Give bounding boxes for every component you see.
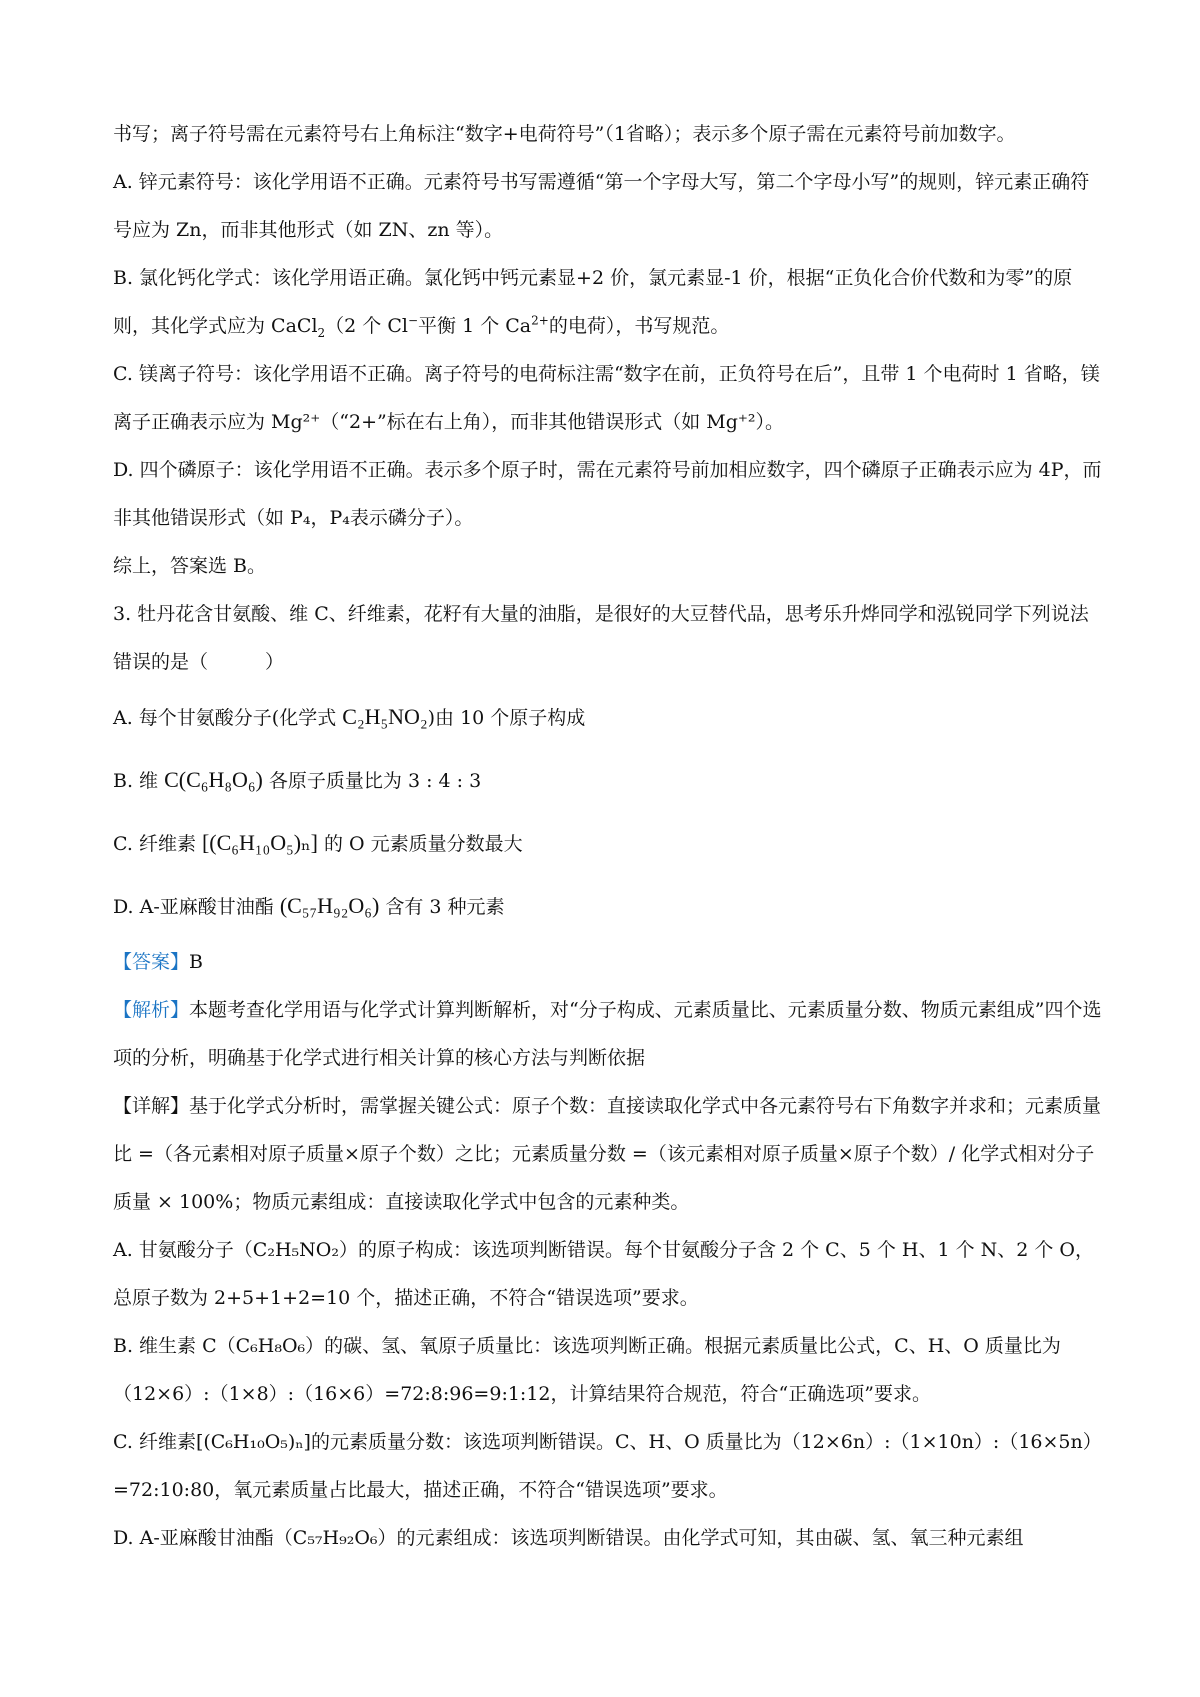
paragraph-conclusion: 综上，答案选 B。 — [113, 555, 267, 577]
formula-glycine: C₂H₅NO₂ — [342, 704, 428, 729]
explain-option-c: C. 纤维素[(C₆H₁₀O₅)ₙ]的元素质量分数：该选项判断错误。C、H、O 质量比为（12×6n）:（1×10n）:（16×5n）=72:10:80，氧元素质量占比最大，描述正确，不符合“错误选项”要求。 — [113, 1431, 1102, 1501]
paragraph-option-a: A. 锌元素符号：该化学用语不正确。元素符号书写需遵循“第一个字母大写，第二个字母小写”的规则，锌元素正确符号应为 Zn，而非其他形式（如 ZN、zn 等）。 — [113, 171, 1090, 241]
question-3-stem: 3. 牡丹花含甘氨酸、维 C、纤维素，花籽有大量的油脂，是很好的大豆替代品，思考乐升烨同学和泓锐同学下列说法错误的是（ ） — [113, 603, 1089, 673]
paragraph-option-d: D. 四个磷原子：该化学用语不正确。表示多个原子时，需在元素符号前加相应数字，四个磷原子正确表示应为 4P，而非其他错误形式（如 P₄，P₄表示磷分子）。 — [113, 459, 1102, 529]
explain-option-d: D. A-亚麻酸甘油酯（C₅₇H₉₂O₆）的元素组成：该选项判断错误。由化学式可知，其由碳、氢、氧三种元素组 — [113, 1527, 1024, 1549]
analysis-tag: 【解析】 — [113, 999, 190, 1021]
paragraph-option-c: C. 镁离子符号：该化学用语不正确。离子符号的电荷标注需“数字在前，正负符号在后”，且带 1 个电荷时 1 省略，镁离子正确表示应为 Mg²⁺（“2+”标在右上角），而非其他错误形式（如 Mg⁺²）。 — [113, 363, 1100, 433]
question-option-c: C. 纤维素 [(C₆H₁₀O₅)ₙ] 的 O 元素质量分数最大 — [113, 830, 523, 855]
formula-cellulose: [(C₆H₁₀O₅)ₙ] — [201, 830, 318, 855]
explain-option-a: A. 甘氨酸分子（C₂H₅NO₂）的原子构成：该选项判断错误。每个甘氨酸分子含 2 个 C、5 个 H、1 个 N、2 个 O，总原子数为 2+5+1+2=10 个，描述正确，不符合“错误选项”要求。 — [113, 1239, 1094, 1309]
detail-tag: 【详解】 — [113, 1095, 190, 1117]
paragraph-option-b: B. 氯化钙化学式：该化学用语正确。氯化钙中钙元素显+2 价，氯元素显-1 价，根据“正负化合价代数和为零”的原则，其化学式应为 CaCl$_2$（2 个 Cl−平衡 1 个 $Ca^{2+}$的电荷），书写规范。 — [113, 267, 1073, 340]
question-option-d: D. A-亚麻酸甘油酯 (C₅₇H₉₂O₆) 含有 3 种元素 — [113, 893, 505, 918]
answer-tag: 【答案】 — [113, 951, 190, 973]
formula-vitamin-c: C(C₆H₈O₆) — [164, 767, 263, 792]
detail-paragraph: 【详解】基于化学式分析时，需掌握关键公式：原子个数：直接读取化学式中各元素符号右下角数字并求和；元素质量比 =（各元素相对原子质量×原子个数）之比；元素质量分数 =（该元素相对原子质量×原子个数）/ 化学式相对分子质量 × 100%；物质元素组成：直接读取化学式中包含的元素种类。 — [113, 1095, 1102, 1213]
question-option-b: B. 维 C(C₆H₈O₆) 各原子质量比为 3 : 4 : 3 — [113, 767, 482, 792]
question-option-a: A. 每个甘氨酸分子(化学式 C₂H₅NO₂)由 10 个原子构成 — [113, 704, 586, 729]
analysis-paragraph: 【解析】本题考查化学用语与化学式计算判断解析，对“分子构成、元素质量比、元素质量分数、物质元素组成”四个选项的分析，明确基于化学式进行相关计算的核心方法与判断依据 — [113, 999, 1102, 1069]
answer-line: 【答案】B — [113, 951, 203, 973]
formula-linolenic-glyceride: (C₅₇H₉₂O₆) — [279, 893, 380, 918]
paragraph-intro: 书写；离子符号需在元素符号右上角标注“数字+电荷符号”（1省略）；表示多个原子需在元素符号前加数字。 — [113, 123, 1016, 145]
explain-option-b: B. 维生素 C（C₆H₈O₆）的碳、氢、氧原子质量比：该选项判断正确。根据元素质量比公式，C、H、O 质量比为（12×6）:（1×8）:（16×6）=72:8:96=9:1:12，计算结果符合规范，符合“正确选项”要求。 — [113, 1335, 1061, 1405]
